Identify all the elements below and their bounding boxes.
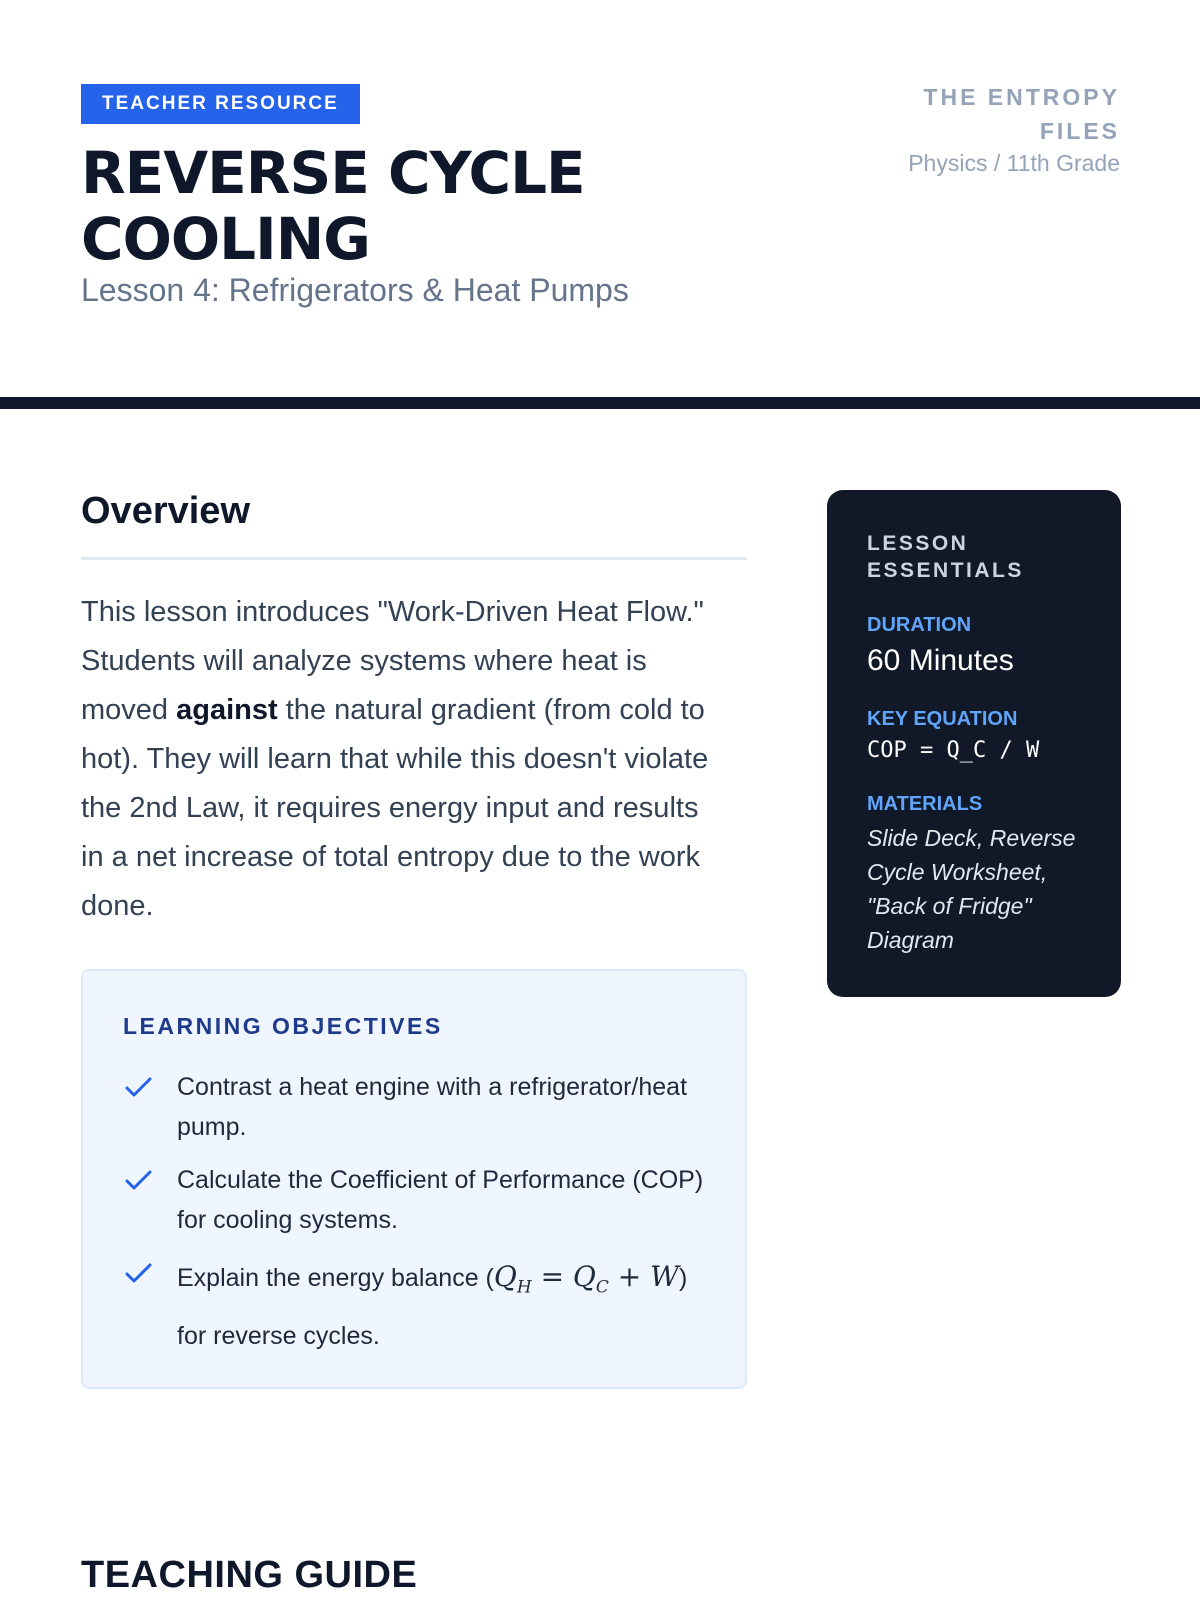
overview-text (81, 588, 721, 931)
resource-badge: TEACHER RESOURCE (81, 84, 360, 124)
objective-text: Contrast a heat engine with a refrigerator/heat pump. (177, 1073, 688, 1141)
duration-label: DURATION (867, 614, 972, 636)
overview-divider (81, 557, 747, 560)
essentials-title: LESSON ESSENTIALS (867, 532, 1024, 582)
teaching-guide-heading: TEACHING GUIDE (81, 1554, 418, 1596)
objective-text-start: Explain the energy balance ( (177, 1264, 494, 1292)
overview-text-end: the natural gradient (from cold to hot). They will learn that while this doesn't violate the 2nd Law, it requires energy input and results in a net increase of total entropy due to the work done. (81, 694, 709, 922)
overview-text-bold: against (176, 694, 278, 726)
objective-text-end: ) for reverse cycles. (177, 1264, 688, 1350)
materials-value: Slide Deck, Reverse Cycle Worksheet, "Back of Fridge" Diagram (867, 825, 1076, 953)
objectives-heading: LEARNING OBJECTIVES (123, 1013, 443, 1039)
duration-value: 60 Minutes (867, 644, 1014, 677)
objective-text: Calculate the Coefficient of Performance (COP) for cooling systems. (177, 1166, 704, 1234)
lesson-essentials-card (827, 490, 1121, 997)
key-equation-value: COP = Q_C / W (867, 738, 1040, 763)
objectives-list (123, 1067, 713, 1373)
page-subtitle: Lesson 4: Refrigerators & Heat Pumps (81, 272, 629, 308)
checkmark-icon (123, 1259, 153, 1287)
energy-balance-formula: $Q_H = Q_C + W$ (493, 1260, 679, 1298)
overview-heading: Overview (81, 490, 250, 532)
materials-label: MATERIALS (867, 793, 983, 815)
overview-text-start: This lesson introduces "Work-Driven Heat Flow." Students will analyze systems where heat is moved (81, 596, 704, 726)
header (0, 0, 1200, 398)
checkmark-icon (123, 1073, 153, 1101)
brand-name: THE ENTROPY FILES (923, 84, 1120, 144)
objective-item (123, 1067, 713, 1147)
objective-item (123, 1160, 713, 1240)
objective-item (123, 1253, 713, 1360)
header-divider (0, 397, 1200, 409)
key-equation-label: KEY EQUATION (867, 708, 1018, 730)
learning-objectives-box (81, 969, 747, 1389)
brand-subject: Physics / 11th Grade (908, 150, 1120, 176)
brand-block (860, 80, 1120, 178)
page-title: REVERSE CYCLE COOLING (81, 139, 585, 273)
checkmark-icon (123, 1166, 153, 1194)
